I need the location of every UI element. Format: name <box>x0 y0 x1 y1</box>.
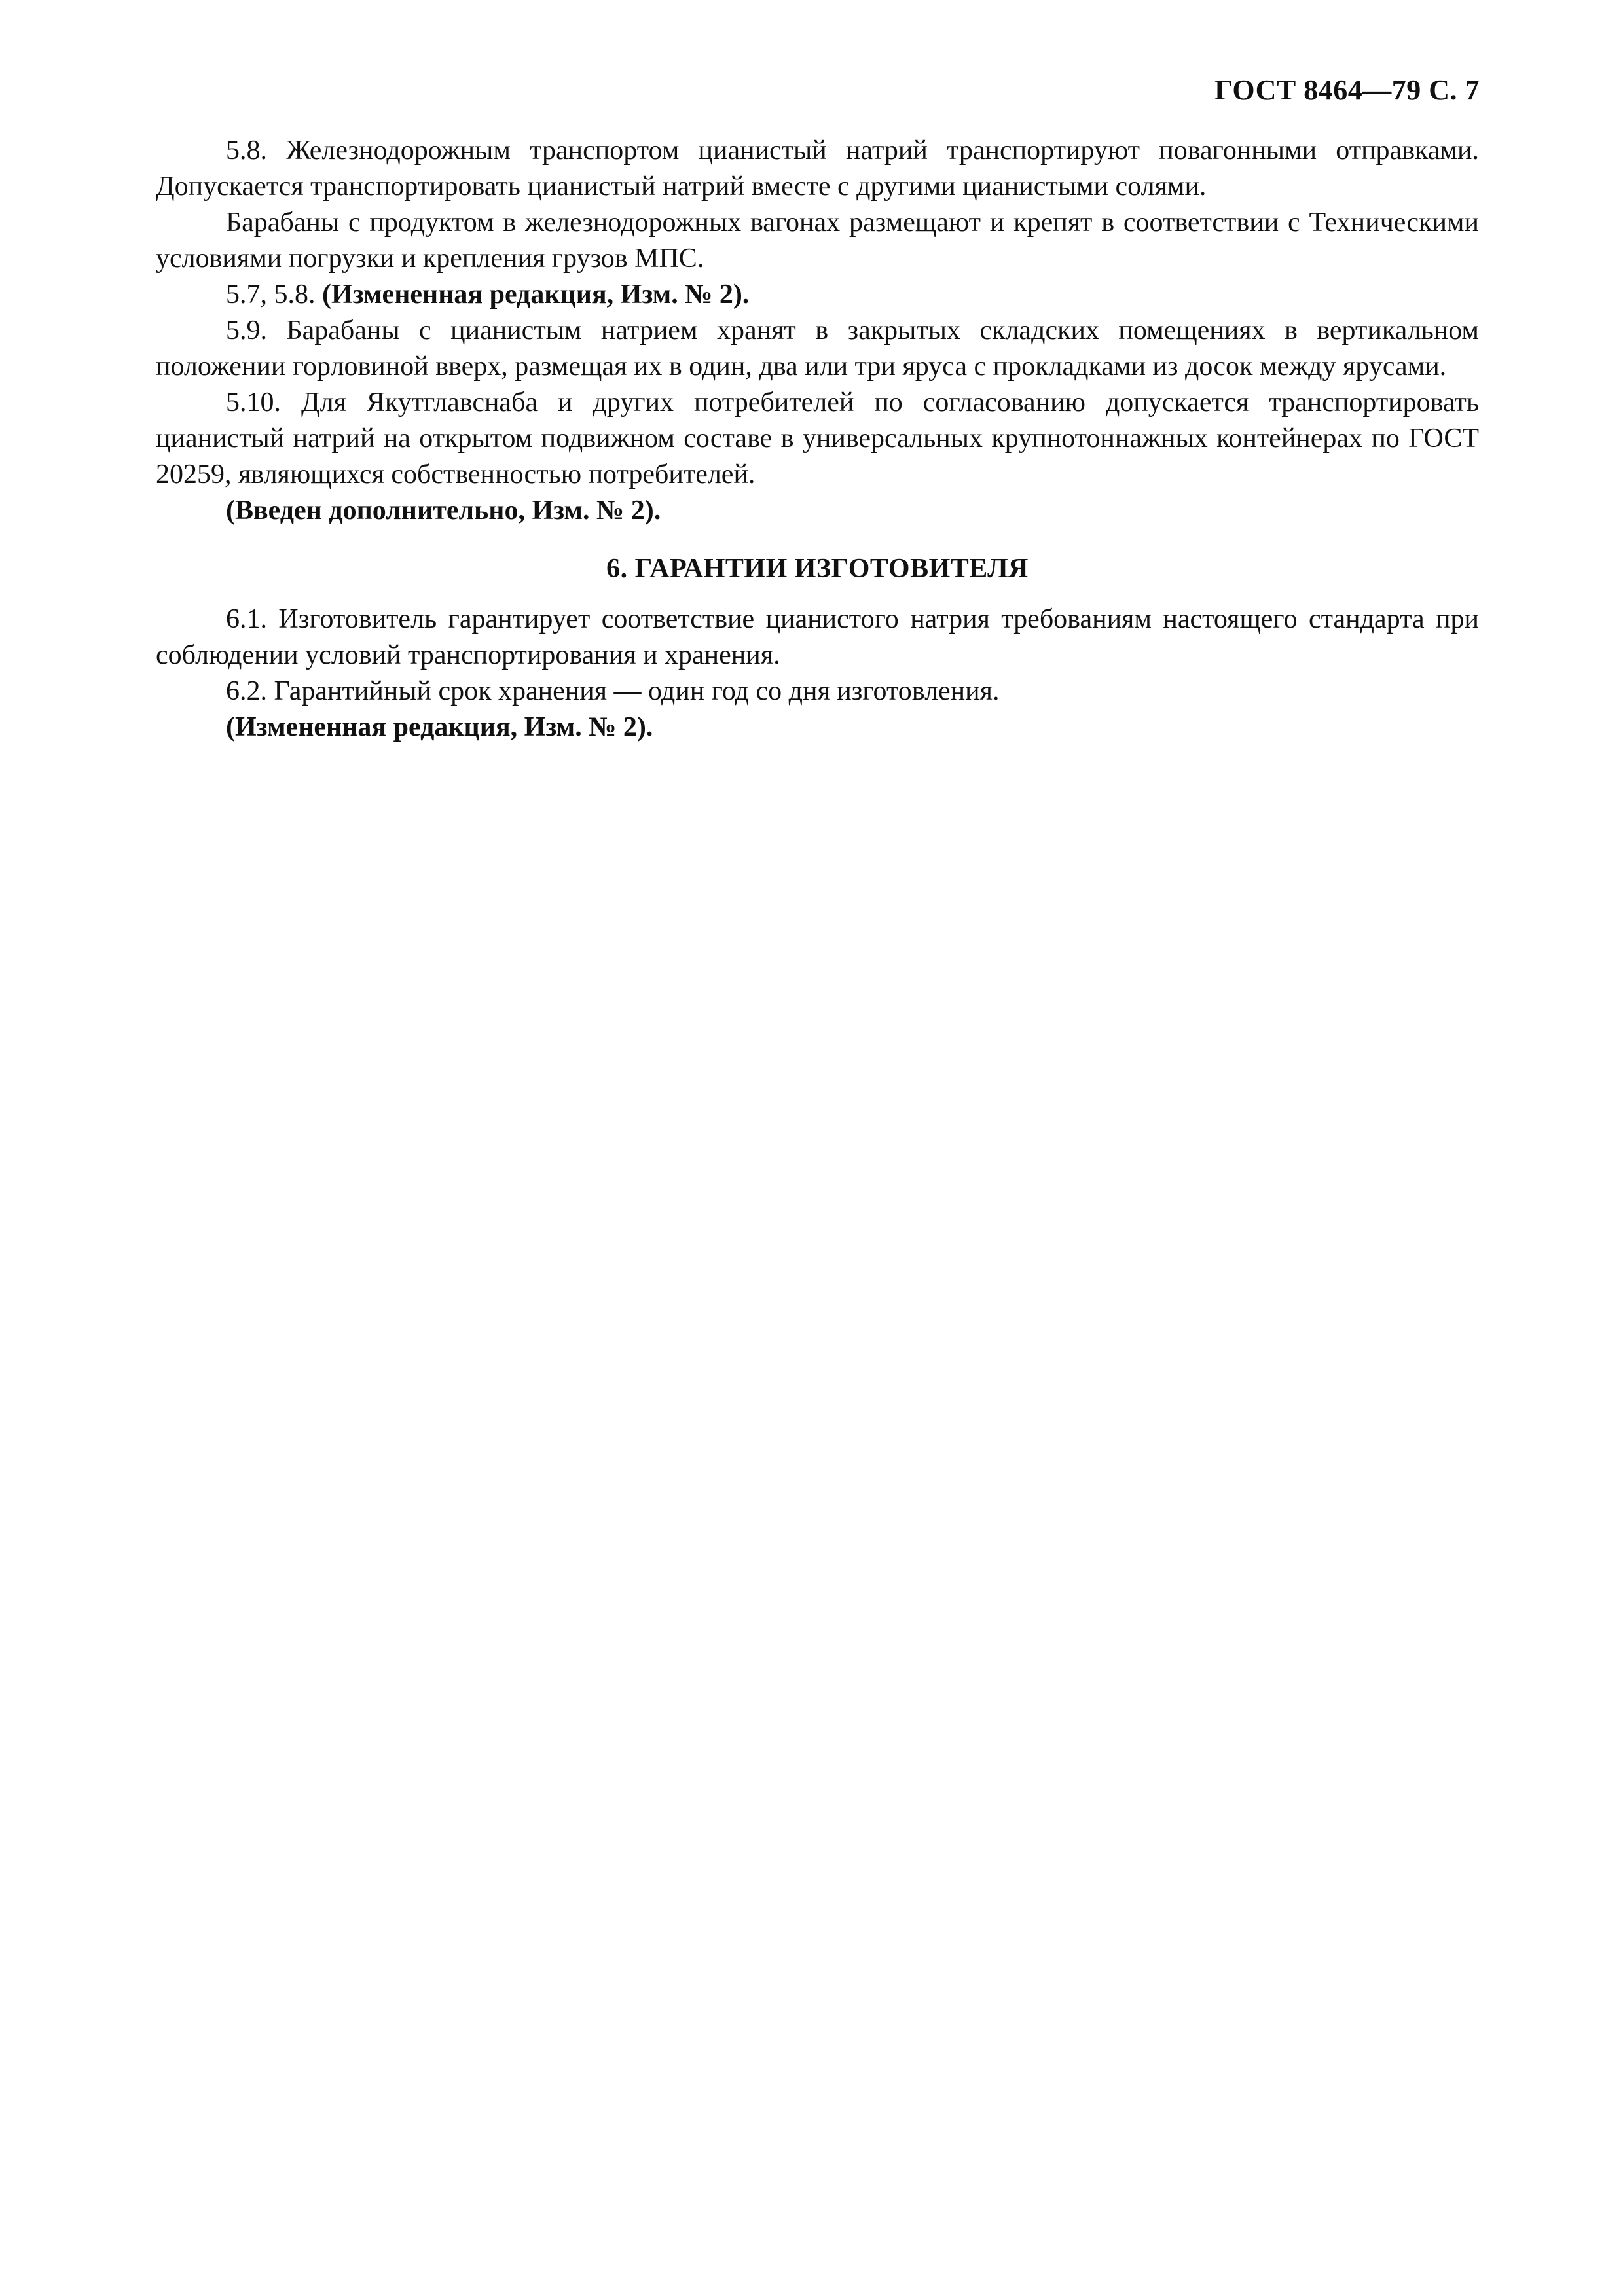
amendment-note: (Измененная редакция, Изм. № 2). <box>322 279 750 310</box>
section-6-title: 6. ГАРАНТИИ ИЗГОТОВИТЕЛЯ <box>606 554 1029 584</box>
amendment-note-introduced: (Введен дополнительно, Изм. № 2). <box>226 495 661 526</box>
paragraph-6-1: 6.1. Изготовитель гарантирует соответствие цианистого натрия требованиям настоящего стандарта при соблюдении условий транспортирования и хранения. <box>156 604 1479 670</box>
paragraph-5-10: 5.10. Для Якутглавснаба и других потребителей по согласованию допускается транспортировать цианистый натрий на открытом подвижном составе в универсальных крупнотоннажных контейнерах по ГОСТ 20259, являющихся собственностью потребителей. <box>156 387 1479 490</box>
document-body <box>156 133 1479 745</box>
paragraph-5-9: 5.9. Барабаны с цианистым натрием хранят в закрытых складских помещениях в вертикальном положении горловиной вверх, размещая их в один, два или три яруса с прокладками из досок между ярусами. <box>156 315 1479 382</box>
paragraph-6-2: 6.2. Гарантийный срок хранения — один год со дня изготовления. <box>226 676 1000 706</box>
paragraph-drums-placement: Барабаны с продуктом в железнодорожных вагонах размещают и крепят в соответствии с Техническими условиями погрузки и крепления грузов МПС. <box>156 207 1479 274</box>
amendment-note-section-6: (Измененная редакция, Изм. № 2). <box>226 712 653 742</box>
paragraph-5-8: 5.8. Железнодорожным транспортом цианистый натрий транспортируют повагонными отправками. Допускается транспортировать цианистый натрий вместе с другими цианистыми солями. <box>156 135 1479 202</box>
paragraph-5-7-5-8-amendment <box>156 277 1479 313</box>
page-header-doc-ref: ГОСТ 8464—79 С. 7 <box>1214 74 1480 106</box>
amendment-prefix: 5.7, 5.8. <box>226 279 322 310</box>
